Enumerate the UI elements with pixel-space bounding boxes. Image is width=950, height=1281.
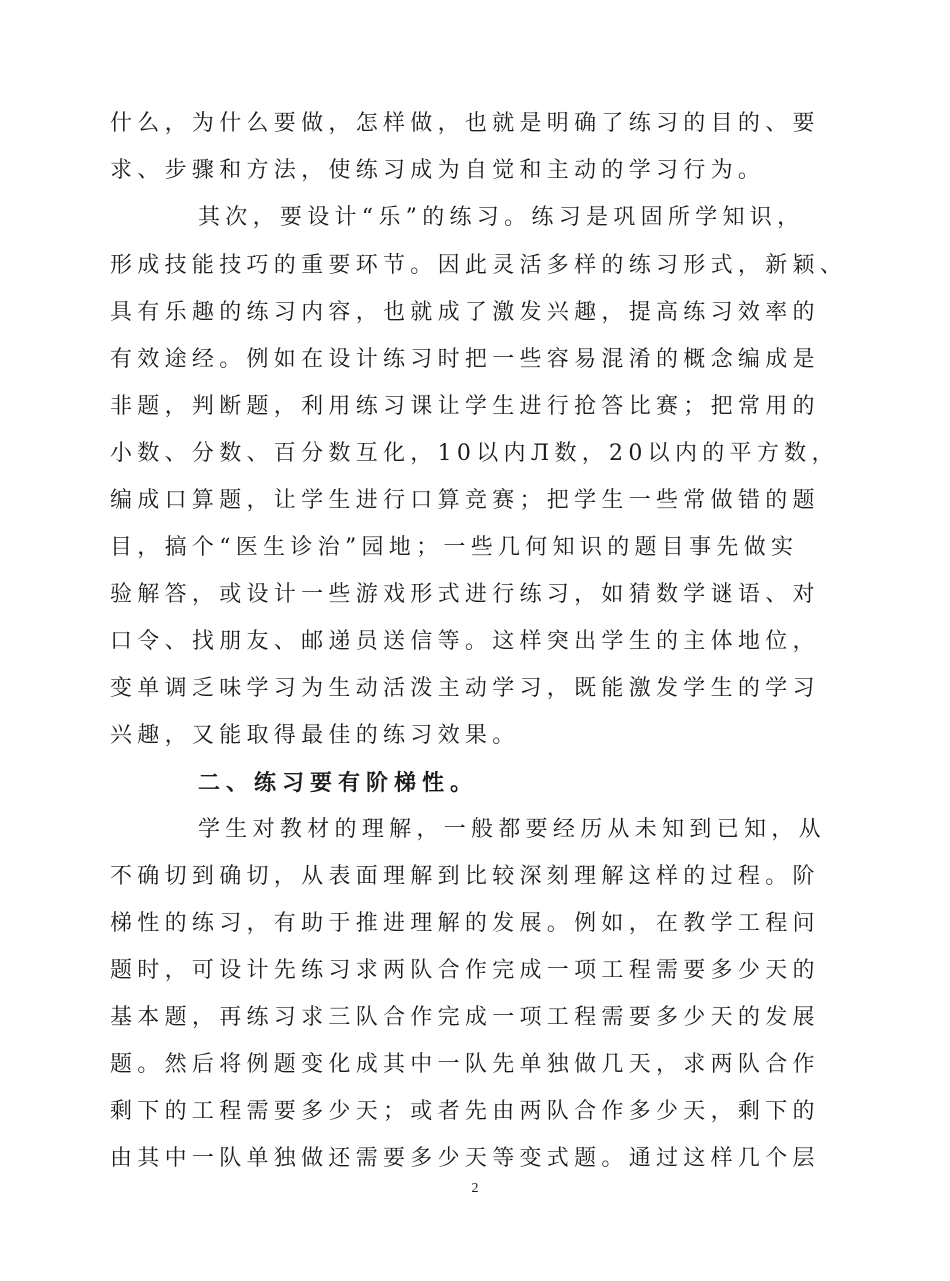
body-text-line: 求、步骤和方法，使练习成为自觉和主动的学习行为。 <box>110 158 766 183</box>
body-text-line: 口令、找朋友、邮递员送信等。这样突出学生的主体地位， <box>110 629 820 654</box>
body-text-line: 兴趣，又能取得最佳的练习效果。 <box>110 723 520 748</box>
paragraph-first-line: 学生对教材的理解，一般都要经历从未知到已知，从 <box>198 817 826 842</box>
body-text-line: 目，搞个“医生诊治”园地；一些几何知识的题目事先做实 <box>110 535 799 560</box>
body-text-line: 基本题，再练习求三队合作完成一项工程需要多少天的发展 <box>110 1005 820 1030</box>
body-text-line: 小数、分数、百分数互化，10以内Л数，20以内的平方数， <box>110 441 839 466</box>
page-number: 2 <box>471 1181 479 1196</box>
body-text-line: 非题，判断题，利用练习课让学生进行抢答比赛；把常用的 <box>110 394 820 419</box>
body-text-line: 验解答，或设计一些游戏形式进行练习，如猜数学谜语、对 <box>110 582 820 607</box>
body-text-line: 形成技能技巧的重要环节。因此灵活多样的练习形式，新颖、 <box>110 253 848 278</box>
body-text-line: 由其中一队单独做还需要多少天等变式题。通过这样几个层 <box>110 1146 820 1171</box>
body-text-line: 梯性的练习，有助于推进理解的发展。例如，在教学工程问 <box>110 911 820 936</box>
body-text-line: 变单调乏味学习为生动活泼主动学习，既能激发学生的学习 <box>110 676 820 701</box>
paragraph-first-line: 其次，要设计“乐”的练习。练习是巩固所学知识， <box>198 205 805 230</box>
body-text-line: 剩下的工程需要多少天；或者先由两队合作多少天，剩下的 <box>110 1099 820 1124</box>
body-text-line: 什么，为什么要做，怎样做，也就是明确了练习的目的、要 <box>110 111 820 136</box>
body-text-line: 不确切到确切，从表面理解到比较深刻理解这样的过程。阶 <box>110 864 820 889</box>
body-text-line: 具有乐趣的练习内容，也就成了激发兴趣，提高练习效率的 <box>110 300 820 325</box>
body-text-line: 题时，可设计先练习求两队合作完成一项工程需要多少天的 <box>110 958 820 983</box>
body-text-line: 有效途经。例如在设计练习时把一些容易混淆的概念编成是 <box>110 347 820 372</box>
body-text-line: 题。然后将例题变化成其中一队先单独做几天，求两队合作 <box>110 1052 820 1077</box>
section-heading: 二、练习要有阶梯性。 <box>198 770 479 796</box>
body-text-line: 编成口算题，让学生进行口算竞赛；把学生一些常做错的题 <box>110 488 820 513</box>
